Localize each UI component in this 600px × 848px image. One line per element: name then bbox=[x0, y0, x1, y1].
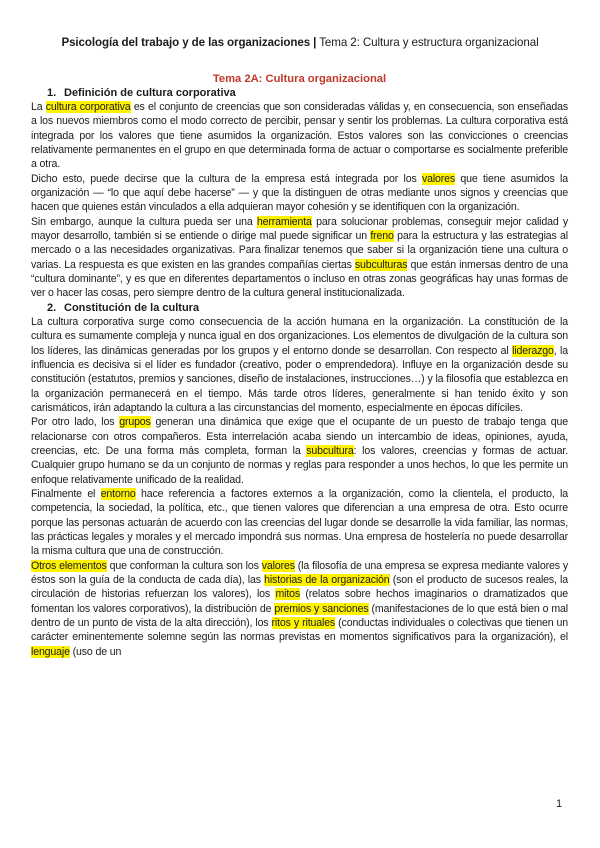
paragraph: La cultura corporativa surge como consecuencia de la acción humana en la organización. La constitución de la cultura es sumamente compleja y nunca igual en dos organizaciones. Los elementos de divulgación de la cultura son los líderes, las dinámicas generadas por los grupos y el entorno donde se desarrollan. Con respecto al liderazgo, la influencia es decisiva si el líder es fundador (creativo, poder o emprendedora). Influye en la organización desde su constitución (estatutos, premios y sanciones, diseño de instalaciones, instrucciones…) y la filosofía que establezca en la organización permanecerá en el tiempo. Más tarde otros líderes, generalmente si han tenido éxito y son carismáticos, irán adaptando la cultura a las circunstancias del momento, especialmente en épocas difíciles. bbox=[31, 315, 568, 414]
highlighted-term: ritos y rituales bbox=[271, 617, 336, 630]
section-number: 1. bbox=[47, 87, 57, 99]
paragraph: Por otro lado, los grupos generan una dinámica que exige que el ocupante de un puesto de trabajo tenga que relacionarse con otros compañeros. Esta interrelación acaba siendo un intercambio de ideas, opiniones, ayuda, creencias, etc. De una forma más completa, forman la subcultura: los valores, creencias y formas de actuar. Cualquier grupo humano se da un conjunto de normas y reglas para responder a unos hechos, lo que les permite un enfoque relativamente unificado de la realidad. bbox=[31, 416, 568, 486]
paragraph: La cultura corporativa es el conjunto de creencias que son consideradas válidas y, en consecuencia, son enseñadas a los nuevos miembros como el modo correcto de percibir, pensar y sentir los problemas. La cultura corporativa está integrada por los valores que tiene asumidos la organización. Estos valores son las convicciones o creencias relativamente permanentes en el grupo en que determinada forma de actuar o comportarse es socialmente preferible a otra. bbox=[31, 101, 569, 171]
section-heading-definicion bbox=[31, 86, 568, 100]
highlighted-term: subculturas bbox=[354, 258, 408, 271]
highlighted-term: historias de la organización bbox=[264, 574, 390, 586]
paragraph: Sin embargo, aunque la cultura pueda ser una herramienta para solucionar problemas, conseguir mejor calidad y mayor desarrollo, también si se entiende o dirige mal puede significar un freno para la estructura y las estrategias al mercado o a las necesidades organizativas. Para finalizar tenemos que saber si la organización tiene una cultura o varias. La respuesta es que existen en las grandes compañías ciertas subculturas que están inmersas dentro de una “cultura dominante”, y es que en diferentes departamentos o incluso en otras zonas geográficas hay unas formas de ver o hacer las cosas, pero siempre dentro de la cultura general institucionalizada. bbox=[31, 215, 568, 300]
page-number: 1 bbox=[556, 798, 563, 810]
document-body bbox=[31, 72, 568, 659]
highlighted-term: freno bbox=[370, 230, 394, 243]
highlighted-term: entorno bbox=[100, 487, 136, 500]
paragraph: Finalmente el entorno hace referencia a factores externos a la organización, como la clientela, el producto, la competencia, la sociedad, la política, etc., que tienen valores que diferencian a una empresa de otra. Esto ocurre porque las personas actuarán de acuerdo con las creencias del lugar donde se desarrolle la vida familiar, las normas, las prácticas legales y morales y el mercado impondrá sus normas. Una empresa de hostelería no puede desarrollar la misma cultura que una de construcción. bbox=[31, 487, 568, 558]
highlighted-term: valores bbox=[261, 559, 295, 572]
highlighted-term: mitos bbox=[275, 588, 300, 601]
highlighted-term: grupos bbox=[119, 416, 151, 429]
paragraph: Otros elementos que conforman la cultura son los valores (la filosofía de una empresa se expresa mediante valores y éstos son la guía de la conducta de cada día), las historias de la organización (son el producto de sucesos reales, la circulación de historias refuerzan los valores), los mitos (relatos sobre hechos imaginarios o dramatizados que fomentan los valores corporativos), la distribución de premios y sanciones (manifestaciones de lo que está bien o mal dentro de un punto de vista de la alta dirección), los ritos y rituales (conductas individuales o colectivas que tienen un carácter eminentemente solemne según las normas previstas en momentos significativos para la organización), el lenguaje (uso de un bbox=[31, 559, 569, 658]
highlighted-term: herramienta bbox=[256, 215, 312, 228]
highlighted-term: cultura corporativa bbox=[45, 101, 131, 113]
section-title: Constitución de la cultura bbox=[64, 301, 200, 314]
highlighted-term: premios y sanciones bbox=[274, 602, 369, 615]
document-title: Tema 2A: Cultura organizacional bbox=[212, 73, 387, 85]
highlighted-term: Otros elementos bbox=[31, 559, 107, 572]
highlighted-term: lenguaje bbox=[31, 645, 70, 658]
highlighted-term: valores bbox=[421, 172, 456, 185]
section-number: 2. bbox=[47, 301, 57, 314]
section-heading-constitucion bbox=[31, 301, 568, 315]
header-topic: Tema 2: Cultura y estructura organizacional bbox=[316, 36, 539, 49]
paragraph: Dicho esto, puede decirse que la cultura de la empresa está integrada por los valores que tiene asumidos la organización — “lo que aquí debe hacerse” — y que la distinguen de otras mediante unos signos y creencias que hacen que quienes están vinculados a ella adquieran mayor cohesión y se identifiquen con la organización. bbox=[31, 172, 568, 214]
highlighted-term: liderazgo bbox=[512, 344, 554, 357]
highlighted-term: subcultura bbox=[306, 444, 354, 457]
section-title: Definición de cultura corporativa bbox=[64, 87, 236, 99]
header-course: Psicología del trabajo y de las organizaciones | bbox=[61, 36, 317, 49]
page-header bbox=[0, 36, 600, 49]
